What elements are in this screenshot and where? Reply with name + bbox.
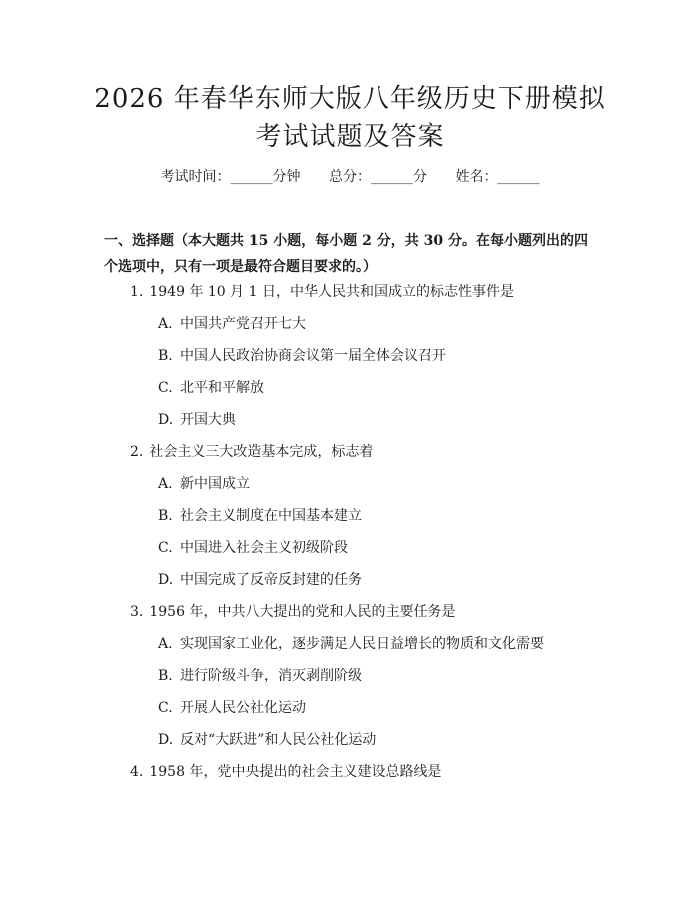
question-number: 3. [130, 604, 144, 620]
option-c [104, 697, 624, 729]
question-1 [104, 281, 624, 441]
section-heading: 一、选择题（本大题共 15 小题，每小题 2 分，共 30 分。在每小题列出的四个选项中，只有一项是最符合题目要求的。） [104, 233, 588, 275]
option-b [104, 665, 624, 697]
option-letter: A. [158, 316, 173, 332]
question-stem [104, 601, 624, 633]
option-text: 中国共产党召开七大 [180, 316, 306, 332]
option-a [104, 473, 624, 505]
exam-info-line [0, 166, 700, 188]
question-stem [104, 761, 624, 793]
question-text: 1956 年，中共八大提出的党和人民的主要任务是 [149, 604, 456, 620]
option-letter: B. [158, 508, 173, 524]
option-b [104, 345, 624, 377]
option-c [104, 537, 624, 569]
option-text: 开展人民公社化运动 [180, 700, 306, 716]
question-number: 1. [130, 284, 144, 300]
question-list [104, 281, 624, 793]
option-text: 开国大典 [180, 412, 236, 428]
option-letter: C. [158, 380, 173, 396]
question-text: 1949 年 10 月 1 日，中华人民共和国成立的标志性事件是 [149, 284, 514, 300]
question-text: 社会主义三大改造基本完成，标志着 [149, 444, 374, 460]
option-letter: B. [158, 668, 173, 684]
option-text: 进行阶级斗争，消灭剥削阶级 [180, 668, 362, 684]
option-b [104, 505, 624, 537]
option-letter: B. [158, 348, 173, 364]
option-letter: D. [158, 412, 174, 428]
option-letter: D. [158, 732, 174, 748]
option-letter: C. [158, 540, 173, 556]
option-c [104, 377, 624, 409]
question-4 [104, 761, 624, 793]
option-text: 社会主义制度在中国基本建立 [180, 508, 362, 524]
option-text: 中国人民政治协商会议第一届全体会议召开 [180, 348, 446, 364]
question-2 [104, 441, 624, 601]
option-d [104, 729, 624, 761]
student-name-field: 姓名：______ [455, 169, 540, 185]
option-text: 实现国家工业化，逐步满足人民日益增长的物质和文化需要 [180, 636, 544, 652]
question-number: 2. [130, 444, 144, 460]
option-d [104, 569, 624, 601]
option-letter: A. [158, 476, 173, 492]
question-number: 4. [130, 764, 144, 780]
option-text: 新中国成立 [180, 476, 250, 492]
exam-time-field: 考试时间：______分钟 [160, 169, 301, 185]
total-score-field: 总分：______分 [329, 169, 427, 185]
document-title: 2026 年春华东师大版八年级历史下册模拟考试试题及答案 [94, 84, 606, 152]
question-stem [104, 441, 624, 473]
question-3 [104, 601, 624, 761]
option-a [104, 633, 624, 665]
question-text: 1958 年，党中央提出的社会主义建设总路线是 [149, 764, 442, 780]
question-stem [104, 281, 624, 313]
option-text: 中国进入社会主义初级阶段 [180, 540, 348, 556]
option-a [104, 313, 624, 345]
option-text: 北平和平解放 [180, 380, 264, 396]
option-text: 反对“大跃进”和人民公社化运动 [180, 732, 377, 748]
option-d [104, 409, 624, 441]
option-letter: C. [158, 700, 173, 716]
option-letter: D. [158, 572, 174, 588]
option-text: 中国完成了反帝反封建的任务 [180, 572, 362, 588]
option-letter: A. [158, 636, 173, 652]
